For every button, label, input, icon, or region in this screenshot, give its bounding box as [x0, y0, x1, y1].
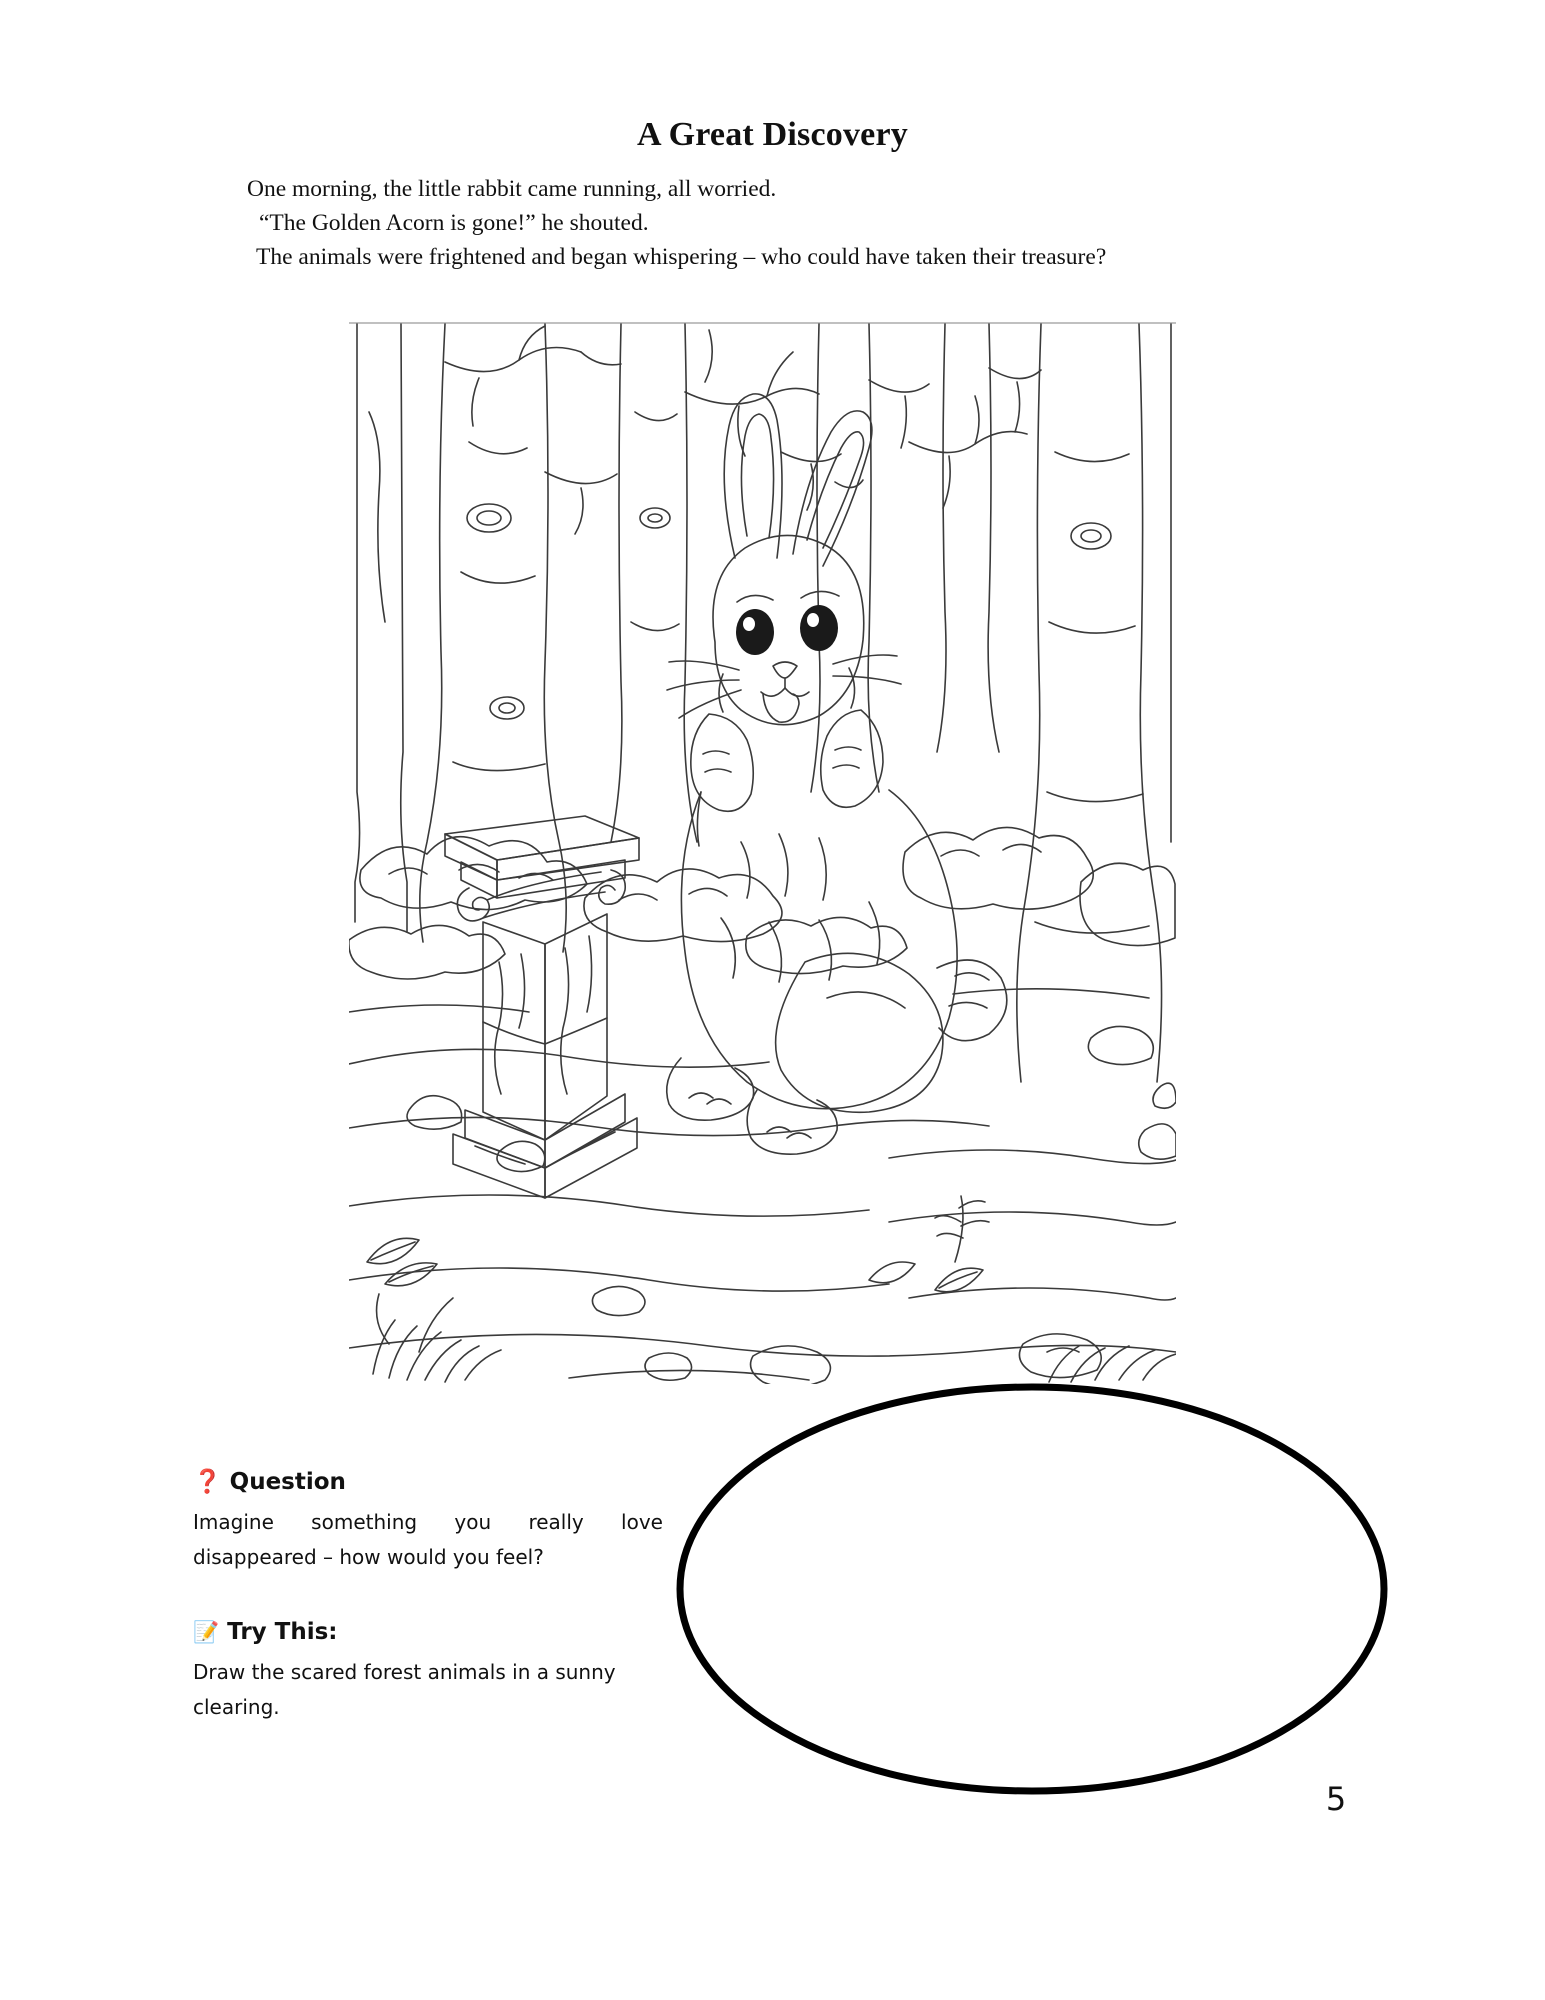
try-this-heading-label: Try This:	[227, 1619, 338, 1645]
question-heading	[193, 1468, 663, 1495]
try-this-text: Draw the scared forest animals in a sunny clearing.	[193, 1660, 616, 1719]
memo-pencil-icon: 📝	[193, 1620, 220, 1644]
forest-ground	[349, 989, 1176, 1380]
try-this-heading	[193, 1619, 663, 1645]
stone-pedestal	[445, 816, 639, 1198]
story-line-3: The animals were frightened and began whispering – who could have taken their treasure?	[256, 244, 1107, 270]
rabbit-forest-illustration	[349, 322, 1176, 1384]
question-text: Imagine something you really love disappeared – how would you feel?	[193, 1510, 663, 1569]
prompt-section	[193, 1468, 663, 1725]
blank-oval-drawing-space[interactable]	[672, 1379, 1392, 1799]
red-question-mark-icon: ❓	[193, 1469, 222, 1495]
story-text	[247, 172, 1307, 274]
try-this-block	[193, 1619, 663, 1725]
question-block	[193, 1468, 663, 1575]
question-heading-label: Question	[229, 1469, 346, 1495]
page-title: A Great Discovery	[637, 116, 908, 153]
story-line-1: One morning, the little rabbit came running, all worried.	[247, 176, 777, 202]
rocks	[407, 1026, 1176, 1384]
page-number: 5	[1325, 1780, 1347, 1818]
story-line-2: “The Golden Acorn is gone!” he shouted.	[259, 210, 649, 236]
forest-trunks	[355, 324, 1171, 1082]
rabbit-character	[667, 394, 1007, 1154]
